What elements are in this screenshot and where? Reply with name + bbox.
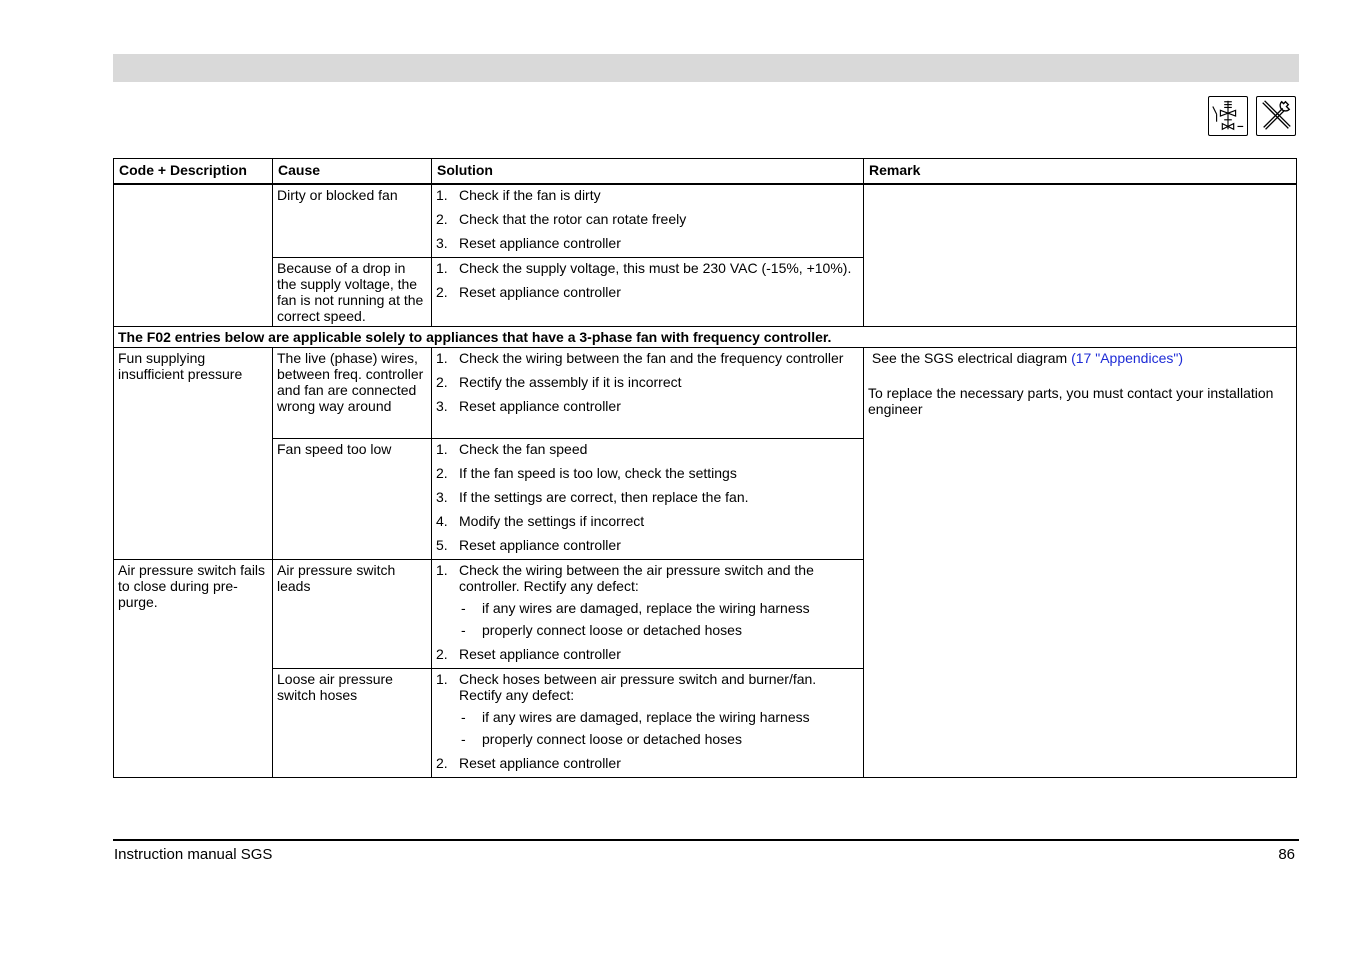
- appendices-link[interactable]: (17 "Appendices"): [1071, 350, 1183, 366]
- list-item: 2. If the fan speed is too low, check the settings: [436, 465, 737, 481]
- list-item: - if any wires are damaged, replace the wiring harness: [461, 709, 810, 725]
- list-item: 1. Check the wiring between the air pressure switch and the controller. Rectify any defect: - if any wires are damaged, replace the wiring harness - properly connect loose or detached hoses: [436, 562, 859, 638]
- code-cell: Air pressure switch fails to close during pre-purge.: [114, 560, 273, 778]
- remark-cell: [864, 348, 1297, 778]
- column-header: Solution: [432, 159, 864, 185]
- remark-contact: To replace the necessary parts, you must contact your installation engineer: [868, 385, 1274, 417]
- list-item: 1. Check the wiring between the fan and the frequency controller: [436, 350, 844, 366]
- cause-cell: The live (phase) wires, between freq. controller and fan are connected wrong way around: [273, 348, 432, 439]
- cause-cell: Loose air pressure switch hoses: [273, 669, 432, 778]
- solution-cell: [432, 560, 864, 669]
- code-cell: Fun supplying insufficient pressure: [114, 348, 273, 560]
- troubleshooting-table: [113, 158, 1297, 778]
- solution-cell: [432, 439, 864, 560]
- solution-cell: [432, 348, 864, 439]
- cause-cell: Air pressure switch leads: [273, 560, 432, 669]
- list-item: 1. Check hoses between air pressure switch and burner/fan. Rectify any defect: - if any wires are damaged, replace the wiring harness - properly connect loose or detached hoses: [436, 671, 859, 747]
- table-row: [114, 348, 1297, 439]
- remark-cell: [864, 184, 1297, 327]
- column-header: Code + Description: [114, 159, 273, 185]
- list-item: 2. Check that the rotor can rotate freely: [436, 211, 687, 227]
- list-item: 1. Check the fan speed: [436, 441, 588, 457]
- code-cell: [114, 184, 273, 327]
- list-item: 2. Reset appliance controller: [436, 755, 621, 771]
- list-item: 2. Rectify the assembly if it is incorrect: [436, 374, 682, 390]
- list-item: 5. Reset appliance controller: [436, 537, 621, 553]
- list-item: 1. Check the supply voltage, this must be 230 VAC (-15%, +10%).: [436, 260, 852, 276]
- list-item: 3. If the settings are correct, then replace the fan.: [436, 489, 749, 505]
- table-row: [114, 184, 1297, 258]
- remark-diagram-ref: See the SGS electrical diagram (17 "Appendices"): [871, 350, 1183, 366]
- valve-schematic-icon: [1208, 96, 1248, 136]
- list-item: 3. Reset appliance controller: [436, 398, 621, 414]
- f02-note: The F02 entries below are applicable solely to appliances that have a 3-phase fan with frequency controller.: [114, 327, 1297, 348]
- cause-cell: Fan speed too low: [273, 439, 432, 560]
- column-header: Remark: [864, 159, 1297, 185]
- list-item: 1. Check if the fan is dirty: [436, 187, 601, 203]
- list-item: 4. Modify the settings if incorrect: [436, 513, 645, 529]
- solution-cell: [432, 184, 864, 258]
- cause-cell: Dirty or blocked fan: [273, 184, 432, 258]
- page-number: 86: [1278, 846, 1295, 863]
- footer-title: Instruction manual SGS: [114, 846, 273, 863]
- solution-cell: [432, 669, 864, 778]
- header-bar: [113, 54, 1299, 82]
- solution-cell: [432, 258, 864, 327]
- tools-icon: [1256, 96, 1296, 136]
- table-header-row: [114, 159, 1297, 185]
- list-item: - properly connect loose or detached hoses: [461, 622, 742, 638]
- list-item: 2. Reset appliance controller: [436, 646, 621, 662]
- footer-divider: [113, 839, 1299, 841]
- table-row: [114, 327, 1297, 348]
- list-item: 3. Reset appliance controller: [436, 235, 621, 251]
- list-item: - properly connect loose or detached hoses: [461, 731, 742, 747]
- list-item: - if any wires are damaged, replace the wiring harness: [461, 600, 810, 616]
- cause-cell: Because of a drop in the supply voltage, the fan is not running at the correct speed.: [273, 258, 432, 327]
- list-item: 2. Reset appliance controller: [436, 284, 621, 300]
- column-header: Cause: [273, 159, 432, 185]
